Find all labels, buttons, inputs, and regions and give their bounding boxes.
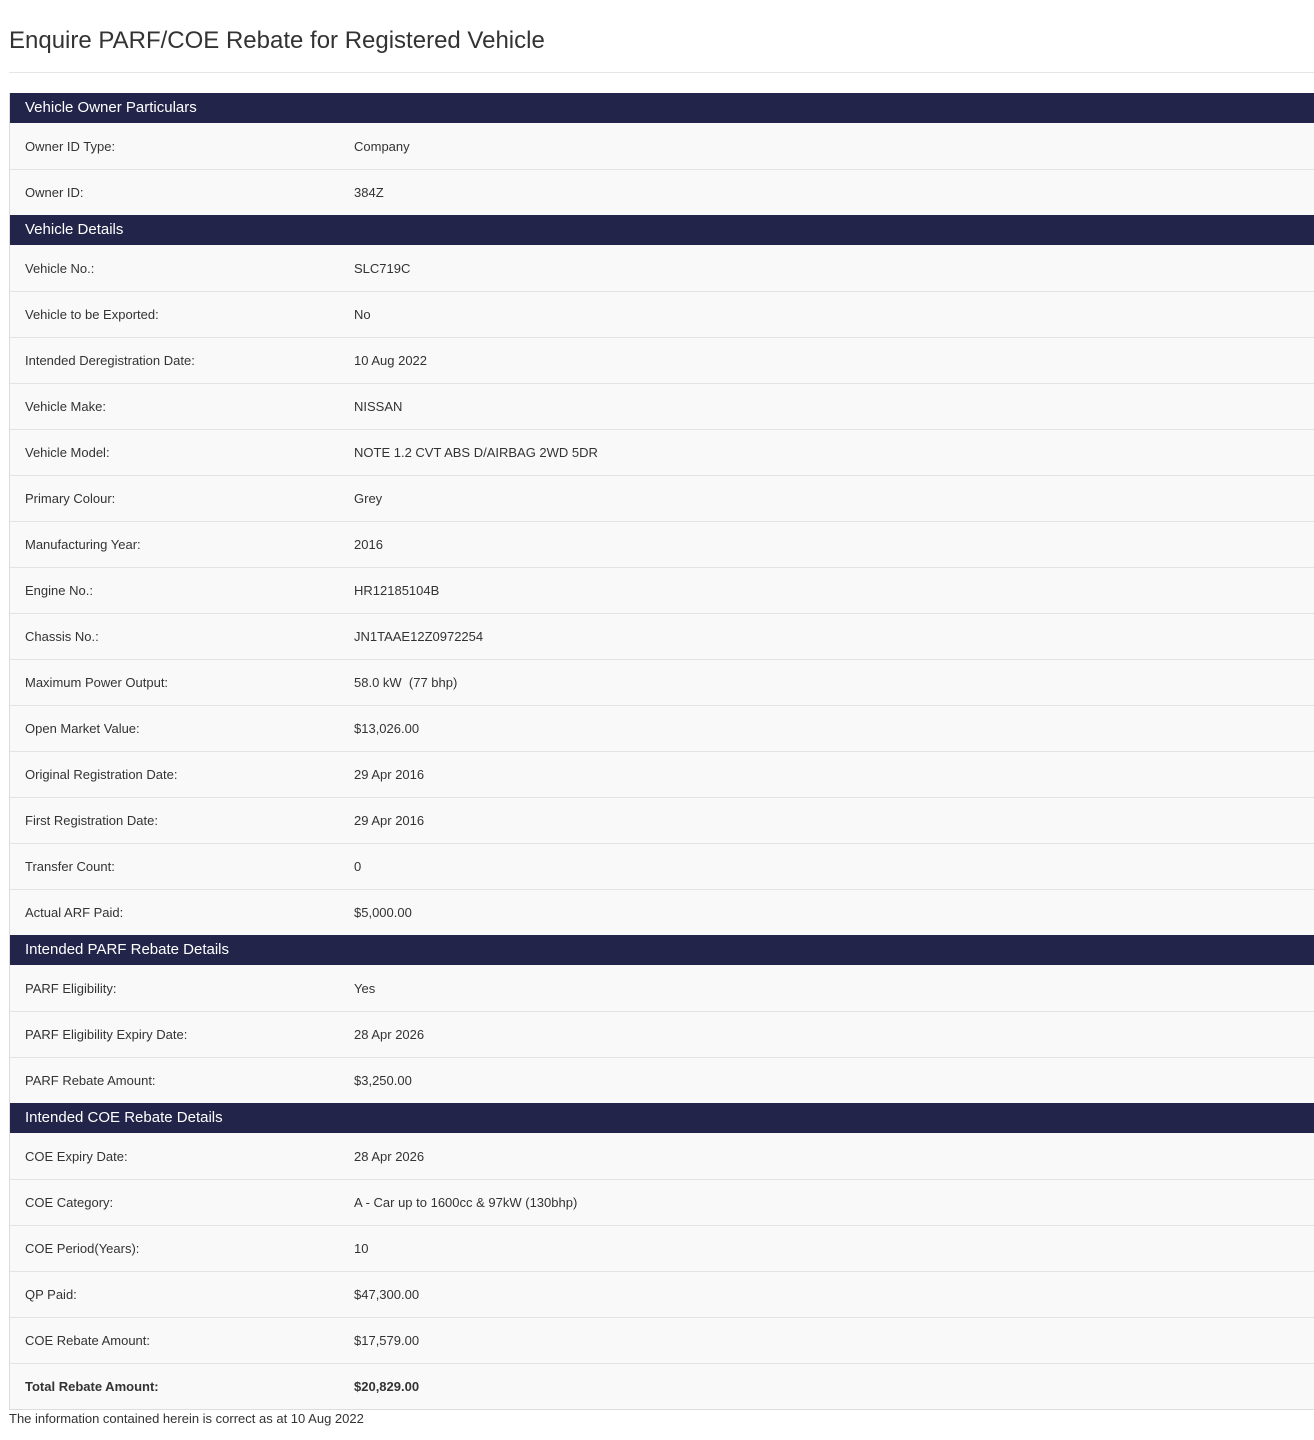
detail-row-vehicle-no	[10, 245, 1314, 291]
detail-label: COE Expiry Date:	[25, 1148, 128, 1164]
detail-row-vehicle-make	[10, 383, 1314, 429]
rebate-details-table	[9, 93, 1314, 1410]
detail-value: HR12185104B	[354, 583, 440, 598]
detail-row-parf-expiry-date	[10, 1011, 1314, 1057]
detail-value: 28 Apr 2026	[354, 1148, 425, 1164]
detail-label: PARF Rebate Amount:	[25, 1073, 156, 1088]
detail-value: 2016	[354, 537, 383, 552]
section-header-parf: Intended PARF Rebate Details	[10, 935, 1314, 965]
detail-label: Engine No.:	[25, 583, 93, 598]
detail-value: Company	[354, 138, 410, 154]
detail-label: Owner ID:	[25, 185, 84, 200]
detail-row-actual-arf-paid	[10, 889, 1314, 935]
detail-row-coe-expiry-date	[10, 1133, 1314, 1179]
detail-value: 10	[354, 1241, 369, 1256]
detail-value: $47,300.00	[354, 1287, 420, 1302]
detail-row-vehicle-model	[10, 429, 1314, 475]
detail-label: Original Registration Date:	[25, 767, 178, 782]
detail-value: A - Car up to 1600cc & 97kW (130bhp)	[354, 1195, 578, 1210]
detail-value: SLC719C	[354, 260, 411, 276]
detail-row-chassis-no	[10, 613, 1314, 659]
detail-label: Manufacturing Year:	[25, 537, 141, 552]
detail-value: No	[354, 307, 371, 322]
detail-value: $5,000.00	[354, 905, 412, 920]
detail-label: Vehicle No.:	[25, 260, 95, 276]
detail-label: Intended Deregistration Date:	[25, 353, 195, 368]
detail-value: NISSAN	[354, 399, 403, 414]
detail-row-coe-category	[10, 1179, 1314, 1225]
detail-label: COE Category:	[25, 1195, 114, 1210]
section-header-vehicle: Vehicle Details	[10, 215, 1314, 245]
detail-label: Maximum Power Output:	[25, 675, 169, 690]
detail-value: 28 Apr 2026	[354, 1027, 425, 1042]
detail-label: COE Rebate Amount:	[25, 1333, 151, 1348]
detail-row-manufacturing-year	[10, 521, 1314, 567]
detail-label: Open Market Value:	[25, 721, 140, 736]
detail-value: NOTE 1.2 CVT ABS D/AIRBAG 2WD 5DR	[354, 445, 598, 460]
detail-value: 29 Apr 2016	[354, 767, 425, 782]
detail-value: JN1TAAE12Z0972254	[354, 629, 484, 644]
detail-label: QP Paid:	[25, 1287, 77, 1302]
detail-label: Vehicle Make:	[25, 399, 106, 414]
detail-value: Grey	[354, 491, 383, 506]
detail-label: Transfer Count:	[25, 859, 115, 874]
detail-row-parf-eligibility	[10, 965, 1314, 1011]
detail-label: Vehicle to be Exported:	[25, 307, 159, 322]
detail-value: 10 Aug 2022	[354, 353, 428, 368]
section-header-owner: Vehicle Owner Particulars	[10, 93, 1314, 123]
detail-label: Chassis No.:	[25, 629, 99, 644]
detail-row-max-power	[10, 659, 1314, 705]
detail-row-qp-paid	[10, 1271, 1314, 1317]
detail-row-owner-id-type	[10, 123, 1314, 169]
section-header-coe: Intended COE Rebate Details	[10, 1103, 1314, 1133]
detail-row-owner-id	[10, 169, 1314, 215]
detail-row-primary-colour	[10, 475, 1314, 521]
detail-label: PARF Eligibility Expiry Date:	[25, 1027, 188, 1042]
detail-label: Actual ARF Paid:	[25, 905, 124, 920]
title-divider	[9, 72, 1314, 73]
detail-label: Primary Colour:	[25, 491, 116, 506]
detail-label: Owner ID Type:	[25, 138, 116, 154]
detail-row-vehicle-exported	[10, 291, 1314, 337]
detail-row-coe-rebate-amount	[10, 1317, 1314, 1363]
detail-label: PARF Eligibility:	[25, 980, 117, 996]
detail-label: First Registration Date:	[25, 813, 158, 828]
detail-label: Vehicle Model:	[25, 445, 110, 460]
total-label: Total Rebate Amount:	[25, 1379, 159, 1394]
detail-row-deregistration-date	[10, 337, 1314, 383]
detail-row-parf-rebate-amount	[10, 1057, 1314, 1103]
page-title: Enquire PARF/COE Rebate for Registered Vehicle	[9, 27, 545, 54]
detail-value: $13,026.00	[354, 721, 420, 736]
detail-value: 58.0 kW (77 bhp)	[354, 675, 458, 690]
total-value: $20,829.00	[354, 1379, 420, 1394]
detail-row-coe-period	[10, 1225, 1314, 1271]
detail-row-engine-no	[10, 567, 1314, 613]
detail-row-total-rebate-amount	[10, 1363, 1314, 1409]
detail-value: $3,250.00	[354, 1073, 412, 1088]
detail-row-transfer-count	[10, 843, 1314, 889]
detail-row-first-registration-date	[10, 797, 1314, 843]
detail-value: 384Z	[354, 185, 384, 200]
detail-value: Yes	[354, 980, 376, 996]
detail-row-open-market-value	[10, 705, 1314, 751]
detail-value: $17,579.00	[354, 1333, 420, 1348]
detail-value: 0	[354, 859, 362, 874]
detail-row-original-registration-date	[10, 751, 1314, 797]
detail-value: 29 Apr 2016	[354, 813, 425, 828]
footer-note: The information contained herein is correct as at 10 Aug 2022	[9, 1411, 364, 1426]
detail-label: COE Period(Years):	[25, 1241, 140, 1256]
